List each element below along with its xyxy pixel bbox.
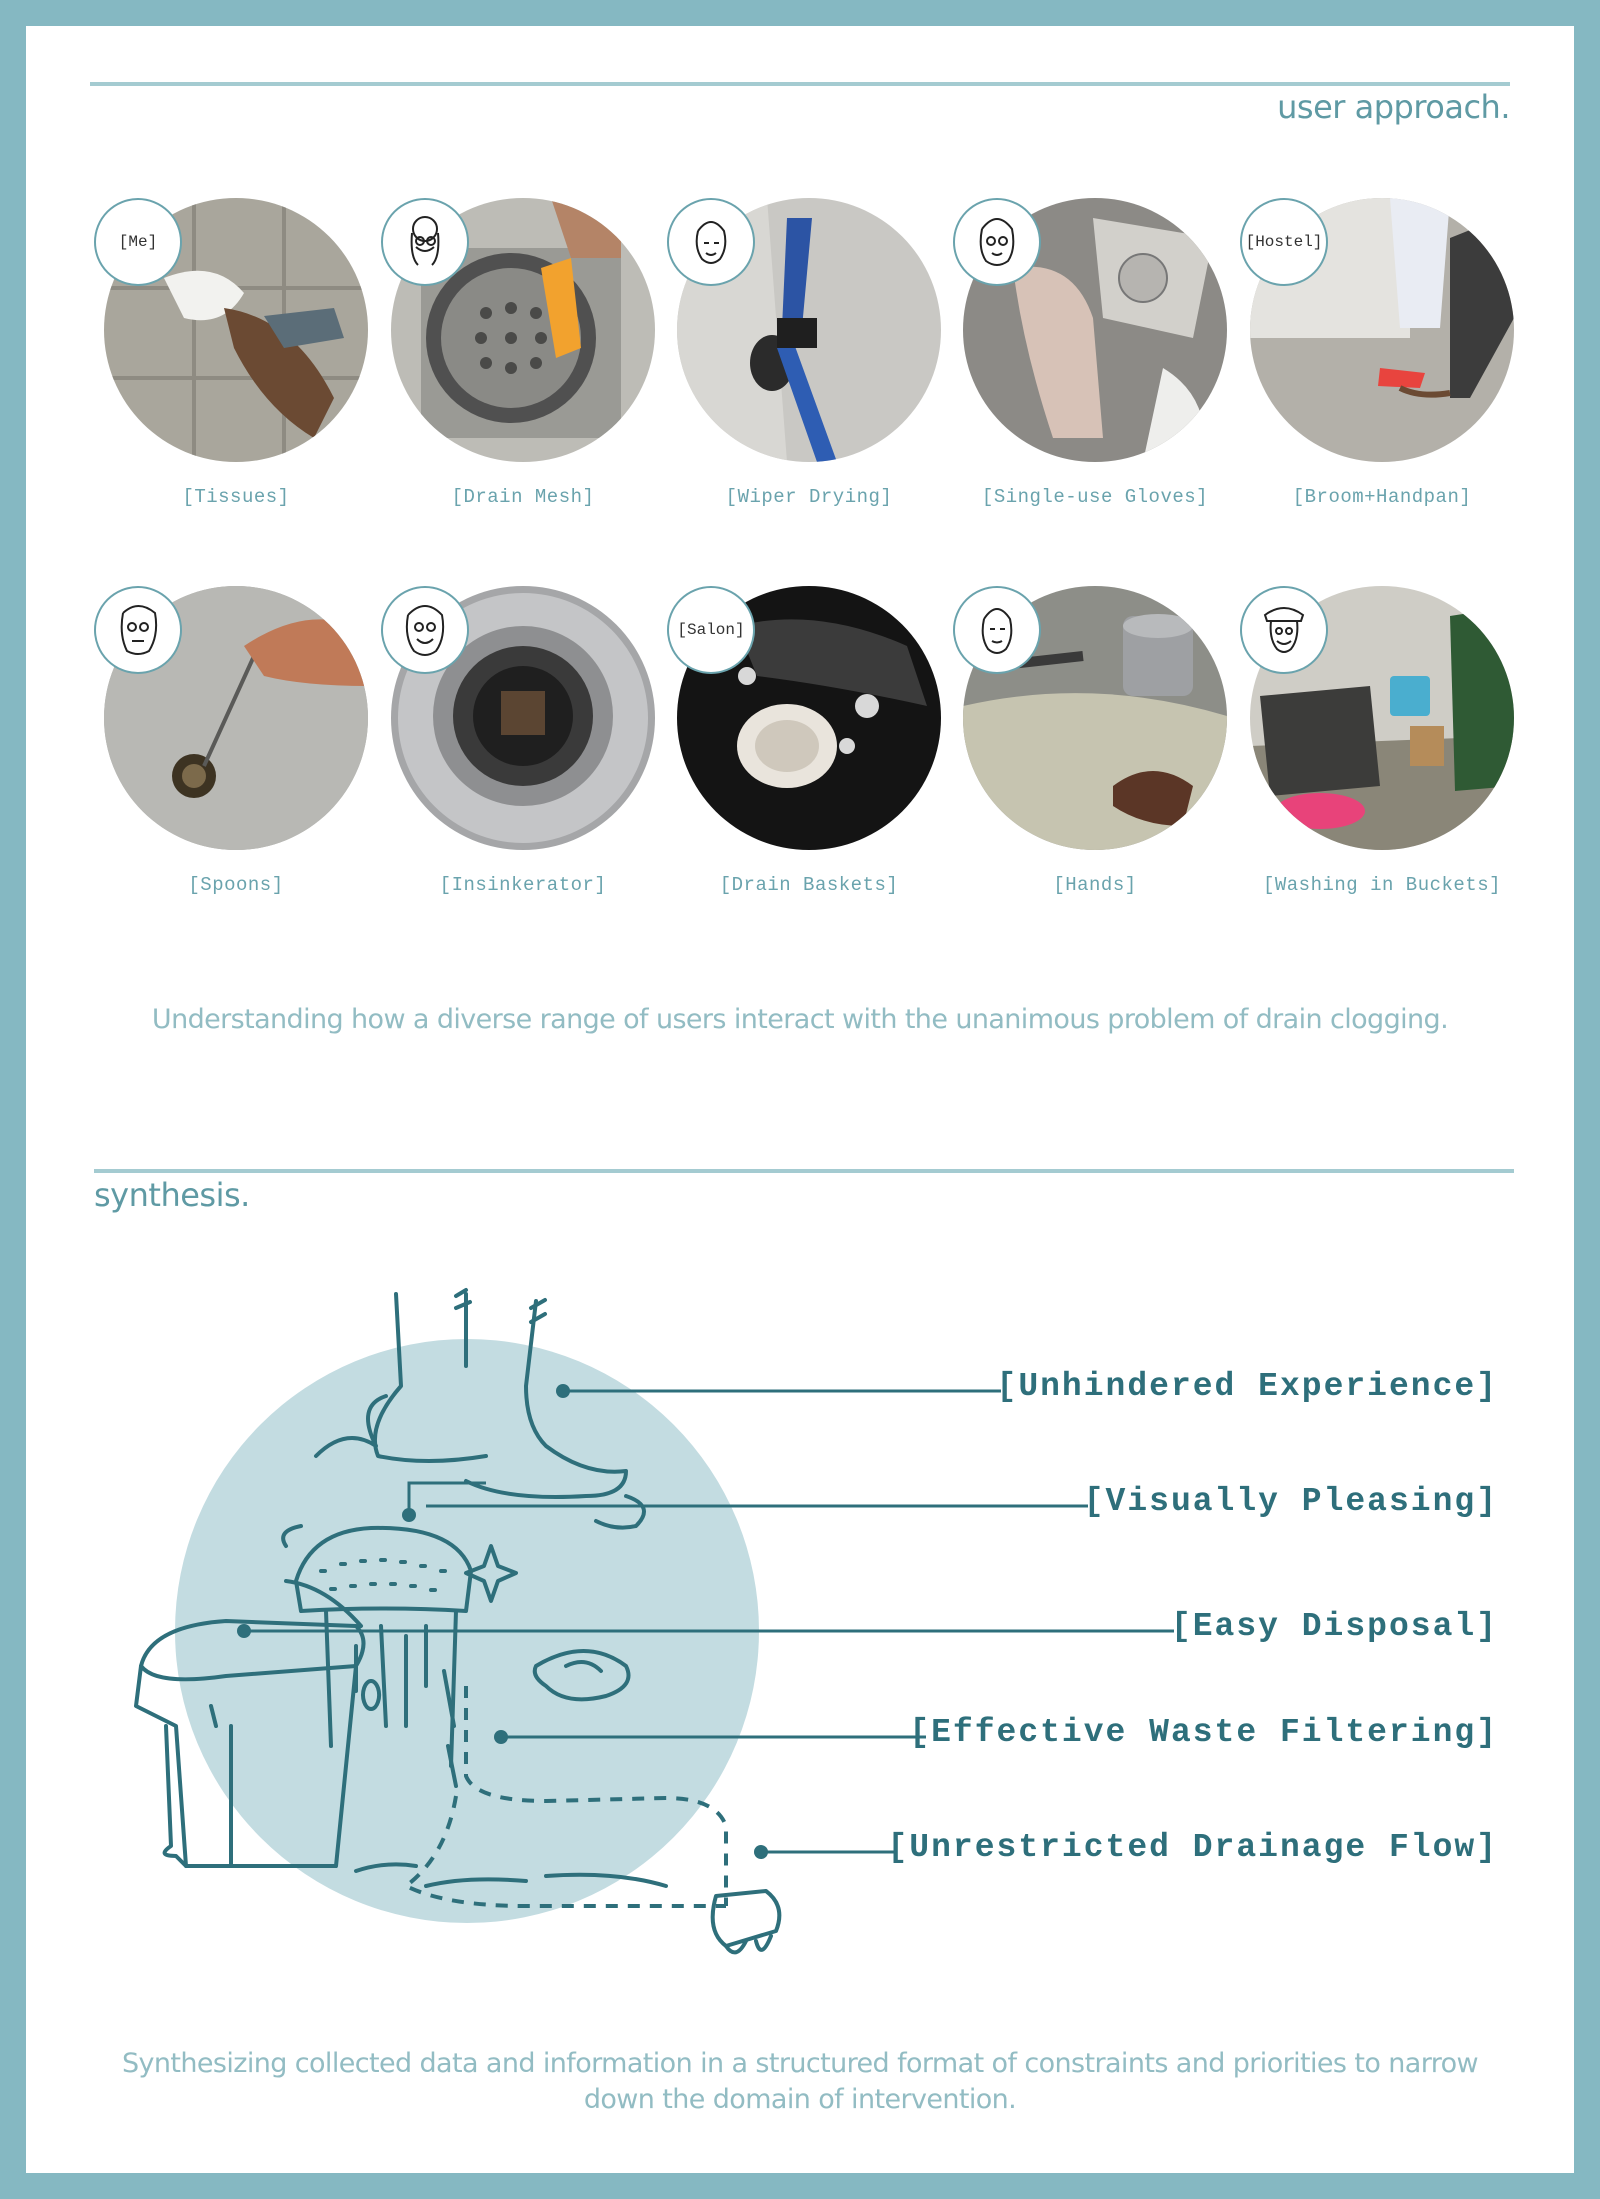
- user-badge: [Me]: [94, 198, 182, 286]
- approach-caption: [Hands]: [1053, 874, 1137, 896]
- label-easy-disposal: [Easy Disposal]: [1170, 1608, 1498, 1645]
- synthesis-heading: synthesis.: [94, 1176, 250, 1214]
- callout-dot-disposal: [237, 1624, 251, 1638]
- user-avatar-icon: [381, 586, 469, 674]
- user-avatar-icon: [94, 586, 182, 674]
- label-visually-pleasing: [Visually Pleasing]: [1083, 1483, 1498, 1520]
- approach-caption: [Spoons]: [188, 874, 284, 896]
- page: [26, 26, 1574, 2173]
- approach-caption: [Broom+Handpan]: [1292, 486, 1472, 508]
- approach-caption: [Washing in Buckets]: [1262, 874, 1502, 896]
- callout-dot-drainage: [754, 1845, 768, 1859]
- callout-dot-filtering: [494, 1730, 508, 1744]
- label-unrestricted-drainage-flow: [Unrestricted Drainage Flow]: [887, 1829, 1498, 1866]
- synthesis-description-line2: down the domain of intervention.: [583, 2084, 1017, 2115]
- callout-dot-unhindered: [556, 1384, 570, 1398]
- approach-caption: [Single-use Gloves]: [981, 486, 1209, 508]
- approach-caption: [Wiper Drying]: [725, 486, 893, 508]
- user-approach-description: Understanding how a diverse range of users interact with the unanimous problem of drain clogging.: [151, 1004, 1449, 1035]
- user-avatar-icon: [953, 198, 1041, 286]
- user-badge: [Salon]: [667, 586, 755, 674]
- user-avatar-icon: [667, 198, 755, 286]
- synthesis-description-line1: Synthesizing collected data and information in a structured format of constraints and priorities to narrow: [121, 2048, 1479, 2079]
- approach-caption: [Tissues]: [182, 486, 290, 508]
- user-avatar-icon: [381, 198, 469, 286]
- approach-caption: [Insinkerator]: [439, 874, 607, 896]
- label-effective-waste-filtering: [Effective Waste Filtering]: [909, 1714, 1498, 1751]
- user-avatar-icon: [953, 586, 1041, 674]
- approach-caption: [Drain Baskets]: [719, 874, 899, 896]
- user-approach-heading: user approach.: [1277, 88, 1510, 126]
- approach-caption: [Drain Mesh]: [451, 486, 595, 508]
- user-avatar-icon: [1240, 586, 1328, 674]
- user-badge: [Hostel]: [1240, 198, 1328, 286]
- label-unhindered-experience: [Unhindered Experience]: [996, 1368, 1498, 1405]
